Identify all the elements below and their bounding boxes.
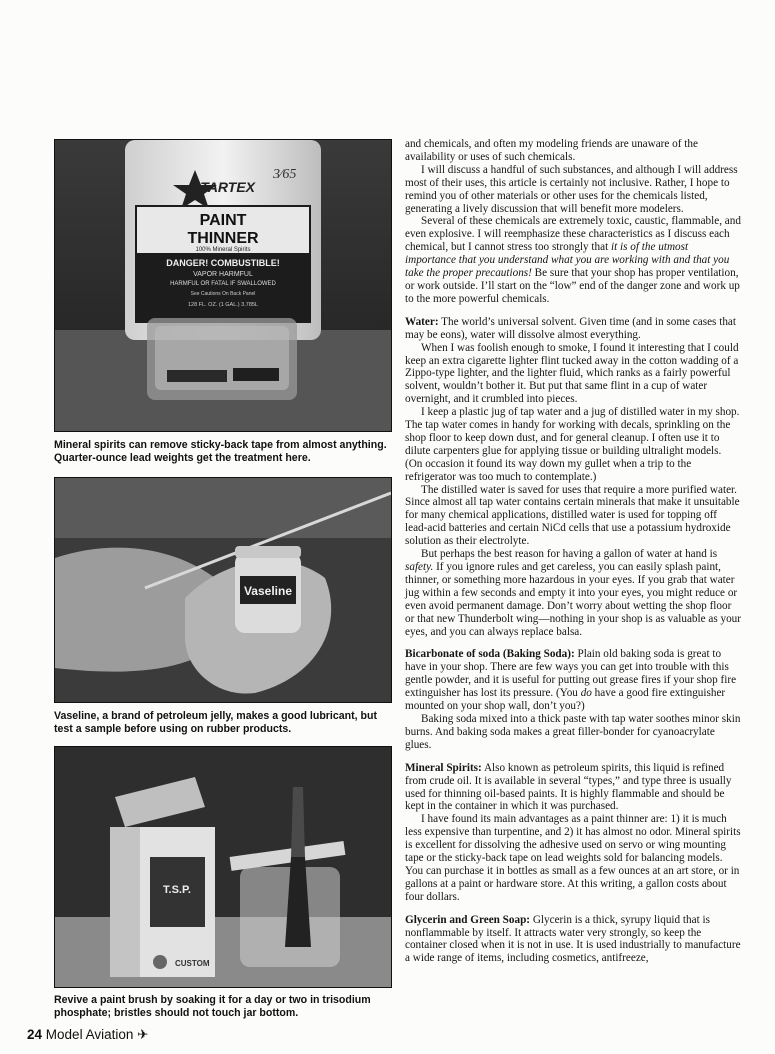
intro-paragraph-2: I will discuss a handful of such substances, and although I will address most of their uses, this article is certainly not inclusive. Rather, I hope to remind you of other materials or other uses for the chemicals listed, generating a lively discussion that will benefit more modelers.	[405, 163, 738, 215]
jug-cautions: See Cautions On Back Panel	[190, 291, 256, 297]
jug-sub: 100% Mineral Spirits	[195, 247, 251, 253]
intro-paragraph-1: and chemicals, and often my modeling friends are unaware of the availability or uses of such chemicals.	[405, 138, 698, 163]
tsp-box-brand: CUSTOM	[175, 959, 210, 968]
mineral-spirits-paragraph: I have found its main advantages as a paint thinner are: 1) it is much less expensive than turpentine, and 2) it has almost no odor. Mineral spirits is excellent for dissolving the adhesive used on servo or wing mounting tape or the sticky-back tape on lead weights sold for balancing models. You can purchase it in bottles as small as a few ounces at an art store, or in gallons at a paint or hardware store. At this writing, a gallon costs about four dollars.	[405, 813, 741, 903]
jug-danger: DANGER! COMBUSTIBLE!	[166, 258, 280, 268]
brush-soaking-image	[55, 747, 391, 987]
photo-vaseline	[54, 477, 392, 703]
mineral-spirits-heading: Mineral Spirits:	[405, 761, 482, 774]
baking-soda-paragraph: Baking soda mixed into a thick paste with tap water soothes minor skin burns. And baking soda makes a great filler-bonder for cyanoacrylate glues.	[405, 712, 741, 751]
jug-title-1: PAINT	[199, 212, 247, 229]
jug-harmful: HARMFUL OR FATAL IF SWALLOWED	[170, 281, 276, 287]
caption-vaseline: Vaseline, a brand of petroleum jelly, makes a good lubricant, but test a sample before using on rubber products.	[54, 710, 377, 735]
vaseline-image	[55, 478, 391, 702]
safety-emphasis: safety.	[405, 561, 434, 573]
intro-paragraph-3: Several of these chemicals are extremely toxic, caustic, flammable, and even explosive. I will reemphasize these characteristics as I discuss each chemical, but I cannot stress too strongly that it is of the utmost importance that you understand what you are working with and that you take the proper precautions! Be sure that your shop has proper ventilation, or work outside. I’ll start on the “low” end of the danger zone and work up to the more powerful chemicals.	[405, 215, 741, 305]
water-section: Water: The world’s universal solvent. Given time (and in some cases that may be eons), water will dissolve almost everything.	[405, 315, 736, 341]
baking-soda-section: Bicarbonate of soda (Baking Soda): Plain old baking soda is great to have in your shop. There are few ways you can get into trouble with this gentle powder, and it is useful for putting out grease fires if your shop fire extinguisher has lost its pressure. (You do have a good fire extinguisher mounted on your shop wall, don’t you?)	[405, 648, 737, 713]
jug-brand: STARTEX	[190, 179, 256, 195]
water-paragraph: I keep a plastic jug of tap water and a jug of distilled water in my shop. The tap water comes in handy for working with decals, sprinkling on the shop floor to keep down dust, and for general cleanup. I often use it to dilute carpenters glue for applying tissue or building ultralight models. (On occasion it found its way down my gullet when a trip to the refrigerator was too much to contemplate.)	[405, 406, 740, 483]
water-paragraph: When I was foolish enough to smoke, I found it interesting that I could keep an extra cigarette lighter flint tucked away in the cotton wadding of a Zippo-type lighter, and the lighter fluid, which ranks as a fairly powerful solvent, wouldn’t bother it. But put that same flint in a cup of water overnight, and it crumbled into pieces.	[405, 341, 739, 406]
caption-paint-thinner: Mineral spirits can remove sticky-back tape from almost anything. Quarter-ounce lead weights get the treatment here.	[54, 439, 387, 464]
glycerin-section: Glycerin and Green Soap: Glycerin is a thick, syrupy liquid that is nonflammable by itself. It attracts water very strongly, so keep the container closed when it is not in use. It is used industrially to manufacture a wide range of items, including cosmetics, antifreeze,	[405, 913, 741, 965]
intro-emphasis: it is of the utmost importance that you understand what you are working with and that you take the proper precautions!	[405, 241, 730, 280]
water-paragraph: The distilled water is saved for uses that require a more purified water. Since almost all tap water contains certain minerals that make it unsuitable for many chemical applications, distilled water is used for topping off lead-acid batteries and certain NiCd cells that use a potassium hydroxide solution as their electrolyte.	[405, 483, 740, 548]
photo-brush-soaking	[54, 746, 392, 988]
page-footer	[27, 1027, 148, 1043]
jug-title-2: THINNER	[187, 230, 259, 247]
jug-volume: 128 FL. OZ. (1 GAL.) 3.785L	[187, 302, 259, 308]
jug-handwriting: 3⁄65	[273, 167, 297, 182]
water-heading: Water:	[405, 315, 439, 328]
caption-brush-soaking: Revive a paint brush by soaking it for a day or two in trisodium phosphate; bristles should not touch jar bottom.	[54, 994, 371, 1019]
magazine-name: Model Aviation	[45, 1027, 134, 1042]
baking-soda-heading: Bicarbonate of soda (Baking Soda):	[405, 648, 575, 661]
photo-paint-thinner	[54, 139, 392, 432]
vaseline-label: Vaseline	[243, 584, 293, 598]
jug-vapor: VAPOR HARMFUL	[193, 271, 253, 278]
glycerin-heading: Glycerin and Green Soap:	[405, 913, 531, 926]
mineral-spirits-section: Mineral Spirits: Also known as petroleum spirits, this liquid is refined from crude oil. It is available in several “types,” and type three is usually used for thinning oil-based paints. It is highly flammable and should be kept in the container in which it was purchased.	[405, 761, 732, 813]
paint-thinner-image	[55, 140, 391, 431]
tsp-box-label: T.S.P.	[163, 884, 191, 896]
water-paragraph-last: But perhaps the best reason for having a gallon of water at hand is safety. If you ignore rules and get careless, you can easily splash paint, thinner, or something more hazardous in your eyes. If you grab that water jug within a few seconds and empty it into your eyes, you might reduce or even avoid permanent damage. Don’t worry about wetting the shop floor or that new Thunderbolt wing—nothing in your shop is as valuable as your eyes, and you can always replace balsa.	[405, 548, 741, 638]
page-number: 24	[27, 1027, 43, 1042]
airplane-icon: ✈	[137, 1027, 149, 1042]
article-column	[405, 138, 741, 965]
